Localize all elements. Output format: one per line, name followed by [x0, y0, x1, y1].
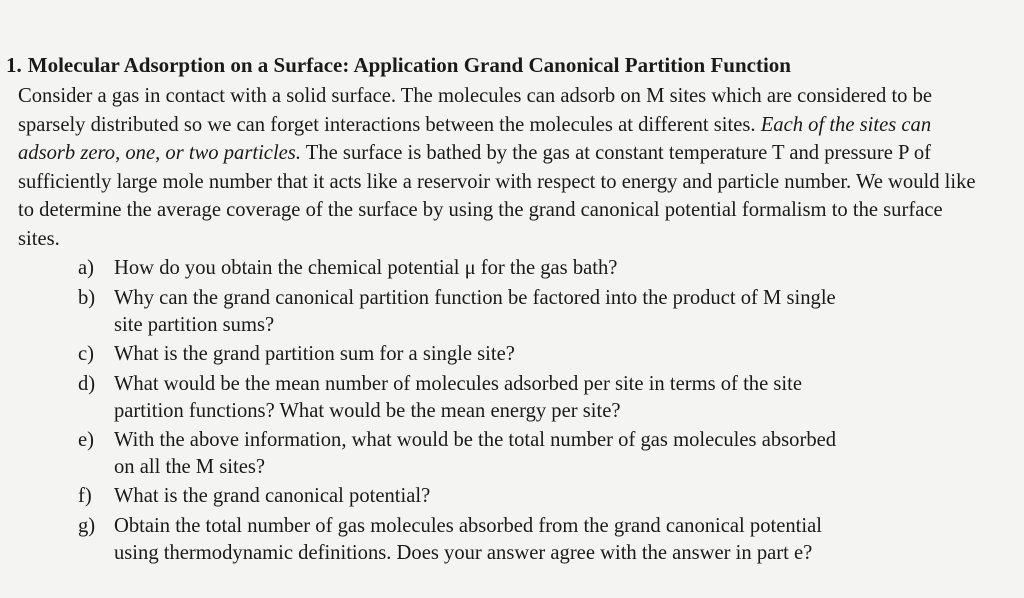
question-label: b): [78, 286, 96, 309]
question-line-1: Obtain the total number of gas molecules absorbed from the grand canonical potential: [114, 514, 822, 537]
question-line-1: What is the grand canonical potential?: [114, 484, 431, 507]
question-line-2: partition functions? What would be the mean energy per site?: [114, 399, 621, 422]
question-label: e): [78, 428, 94, 451]
intro-text-2: The surface is bathed by the gas at constant temperature T and pressure P of sufficiently large mole number that it acts like a reservoir with respect to energy and particle number. We would like to determine the average coverage of the surface by using the grand canonical potential formalism to the surface sites.: [18, 142, 976, 250]
question-item-b: [78, 284, 978, 338]
question-line-1: With the above information, what would be the total number of gas molecules absorbed: [114, 428, 837, 451]
question-line-1: What would be the mean number of molecules adsorbed per site in terms of the site: [114, 372, 802, 395]
question-label: a): [78, 256, 94, 279]
question-list: [6, 254, 984, 566]
question-item-e: [78, 426, 978, 480]
question-line-2: on all the M sites?: [114, 455, 265, 478]
question-line-2: site partition sums?: [114, 313, 275, 336]
question-line-1: Why can the grand canonical partition function be factored into the product of M single: [114, 286, 836, 309]
question-text: [114, 482, 978, 510]
question-item-c: [78, 340, 978, 368]
question-text: [114, 512, 978, 566]
question-item-f: [78, 482, 978, 510]
problem-number: 1.: [6, 53, 22, 77]
intro-italic-text: Each of the sites can adsorb zero, one, or two particles.: [18, 113, 932, 165]
question-line-1: How do you obtain the chemical potential μ for the gas bath?: [114, 256, 618, 279]
question-text: [114, 340, 978, 368]
question-item-d: [78, 370, 978, 424]
question-label: g): [78, 514, 96, 537]
question-text: [114, 370, 978, 424]
intro-text-1: Consider a gas in contact with a solid surface. The molecules can adsorb on M sites which are considered to be sparsely distributed so we can forget interactions between the molecules at different sites.: [18, 85, 933, 136]
question-text: [114, 284, 978, 338]
question-line-1: What is the grand partition sum for a single site?: [114, 342, 515, 365]
problem-intro: [18, 82, 983, 254]
question-label: f): [78, 484, 92, 507]
question-item-g: [78, 512, 978, 566]
problem-title: Molecular Adsorption on a Surface: Application Grand Canonical Partition Function: [27, 53, 791, 77]
question-text: [114, 426, 978, 480]
question-line-2: using thermodynamic definitions. Does your answer agree with the answer in part e?: [114, 541, 813, 564]
question-item-a: [78, 254, 978, 282]
question-label: d): [78, 372, 96, 395]
question-label: c): [78, 342, 94, 365]
problem-title-line: [6, 52, 984, 78]
question-text: [114, 254, 978, 282]
